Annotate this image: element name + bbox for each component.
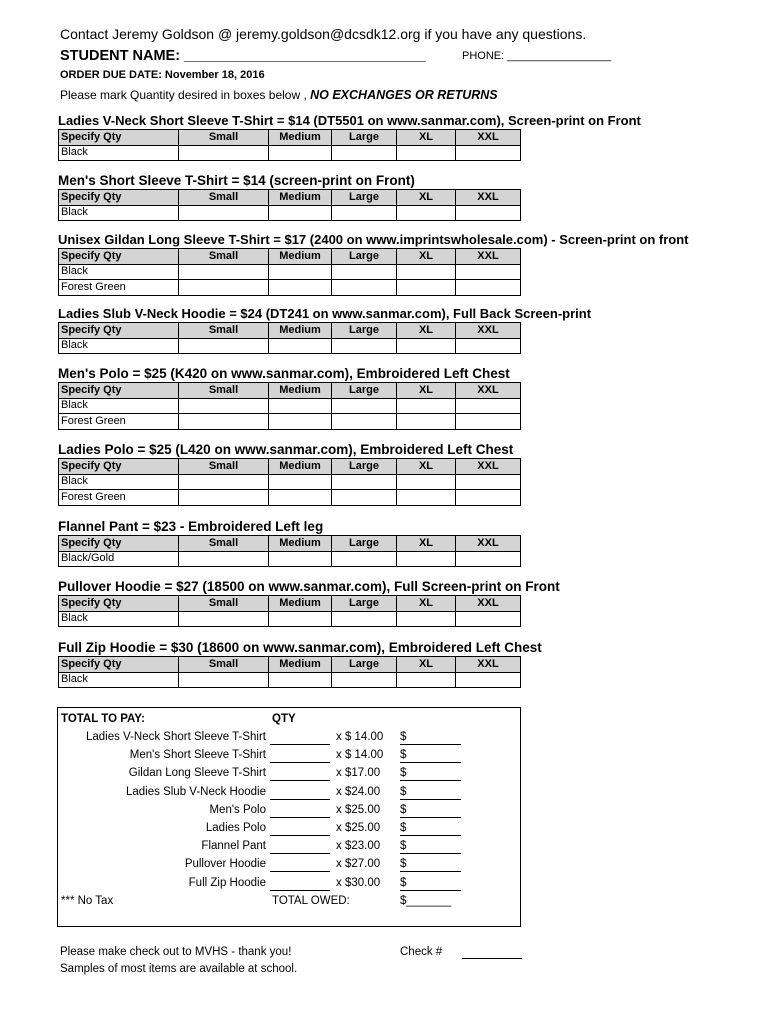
dollar-sign: $ — [400, 876, 407, 889]
total-line-item — [58, 877, 520, 893]
column-header: Medium — [269, 323, 332, 339]
quantity-cell[interactable] — [179, 338, 269, 354]
quantity-cell[interactable] — [332, 398, 397, 414]
color-label: Black — [59, 474, 179, 490]
column-header: Large — [332, 536, 397, 552]
column-header: Large — [332, 596, 397, 612]
quantity-cell[interactable] — [456, 280, 521, 296]
item-name: Men's Polo — [209, 803, 266, 816]
color-label: Black/Gold — [59, 551, 179, 567]
section-title: Pullover Hoodie = $27 (18500 on www.sanmar.com), Full Screen-print on Front — [58, 579, 560, 594]
quantity-cell[interactable] — [332, 205, 397, 221]
column-header: XL — [397, 657, 456, 673]
table-header-row — [59, 657, 521, 673]
color-label: Forest Green — [59, 280, 179, 296]
quantity-cell[interactable] — [456, 414, 521, 430]
color-label: Black — [59, 145, 179, 161]
column-header: Specify Qty — [59, 190, 179, 206]
total-line-item — [58, 804, 520, 820]
quantity-cell[interactable] — [332, 338, 397, 354]
section-title: Unisex Gildan Long Sleeve T-Shirt = $17 (2400 on www.imprintswholesale.com) - Screen-print on front — [58, 232, 689, 247]
dollar-sign: $ — [400, 749, 407, 762]
order-section — [58, 306, 591, 354]
column-header: XXL — [456, 130, 521, 146]
column-header: Large — [332, 130, 397, 146]
quantity-cell[interactable] — [397, 672, 456, 688]
dollar-sign: $ — [400, 822, 407, 834]
column-header: XL — [397, 383, 456, 399]
quantity-cell[interactable] — [397, 414, 456, 430]
table-row — [59, 205, 521, 221]
unit-price: x $27.00 — [336, 858, 381, 871]
column-header: XXL — [456, 657, 521, 673]
quantity-cell[interactable] — [397, 474, 456, 490]
dollar-sign: $ — [400, 731, 407, 743]
quantity-table — [58, 248, 521, 296]
total-line-item — [58, 858, 520, 874]
quantity-cell[interactable] — [332, 611, 397, 627]
total-line-item — [58, 786, 520, 802]
order-section — [58, 366, 521, 430]
item-name: Ladies Slub V-Neck Hoodie — [126, 785, 266, 798]
column-header: Specify Qty — [59, 657, 179, 673]
quantity-cell[interactable] — [269, 611, 332, 627]
total-line-item — [58, 840, 520, 856]
column-header: Small — [179, 190, 269, 206]
check-number-field[interactable] — [462, 958, 522, 959]
column-header: Specify Qty — [59, 323, 179, 339]
column-header: XXL — [456, 383, 521, 399]
quantity-cell[interactable] — [456, 398, 521, 414]
column-header: Small — [179, 383, 269, 399]
quantity-cell[interactable] — [397, 280, 456, 296]
qty-blank[interactable] — [270, 853, 330, 854]
quantity-table — [58, 189, 521, 221]
amount-blank[interactable] — [400, 817, 461, 818]
quantity-cell[interactable] — [332, 414, 397, 430]
order-section — [58, 442, 521, 506]
order-section — [58, 173, 521, 221]
column-header: Small — [179, 249, 269, 265]
color-label: Black — [59, 398, 179, 414]
table-row — [59, 280, 521, 296]
dollar-sign: $ — [400, 858, 407, 871]
table-header-row — [59, 459, 521, 475]
quantity-table — [58, 535, 521, 567]
total-line-item — [58, 749, 520, 765]
quantity-cell[interactable] — [332, 474, 397, 490]
dollar-sign: $ — [400, 840, 407, 853]
column-header: XXL — [456, 249, 521, 265]
quantity-table — [58, 458, 521, 506]
qty-blank[interactable] — [270, 799, 330, 800]
totals-box — [57, 707, 521, 927]
column-header: Medium — [269, 459, 332, 475]
column-header: Large — [332, 249, 397, 265]
table-row — [59, 474, 521, 490]
quantity-cell[interactable] — [179, 672, 269, 688]
quantity-cell[interactable] — [332, 551, 397, 567]
qty-blank[interactable] — [270, 817, 330, 818]
column-header: Medium — [269, 657, 332, 673]
check-number-label: Check # — [400, 946, 443, 958]
total-line-item — [58, 731, 520, 747]
color-label: Forest Green — [59, 490, 179, 506]
quantity-cell[interactable] — [269, 205, 332, 221]
column-header: Specify Qty — [59, 383, 179, 399]
quantity-cell[interactable] — [269, 280, 332, 296]
item-name: Pullover Hoodie — [184, 858, 266, 871]
quantity-cell[interactable] — [269, 490, 332, 506]
color-label: Black — [59, 611, 179, 627]
amount-blank[interactable] — [400, 890, 461, 891]
column-header: Small — [179, 459, 269, 475]
quantity-cell[interactable] — [179, 205, 269, 221]
qty-heading: QTY — [272, 713, 296, 725]
contact-line: Contact Jeremy Goldson @ jeremy.goldson@dcsdk12.org if you have any questions. — [60, 26, 587, 42]
section-title: Full Zip Hoodie = $30 (18600 on www.sanmar.com), Embroidered Left Chest — [58, 640, 542, 655]
quantity-cell[interactable] — [397, 490, 456, 506]
quantity-table — [58, 595, 521, 627]
column-header: Large — [332, 190, 397, 206]
instructions — [60, 88, 498, 102]
order-due-date: ORDER DUE DATE: November 18, 2016 — [60, 69, 265, 81]
total-owed-label: TOTAL OWED: — [272, 895, 350, 907]
item-name: Ladies V-Neck Short Sleeve T-Shirt — [85, 731, 266, 743]
quantity-cell[interactable] — [179, 264, 269, 280]
item-name: Full Zip Hoodie — [188, 876, 266, 889]
total-to-pay-heading: TOTAL TO PAY: — [61, 713, 145, 725]
check-payable-note: Please make check out to MVHS - thank you! — [60, 946, 292, 958]
column-header: Large — [332, 459, 397, 475]
table-row — [59, 338, 521, 354]
qty-blank[interactable] — [270, 780, 330, 781]
quantity-cell[interactable] — [456, 490, 521, 506]
dollar-sign: $ — [400, 785, 407, 798]
quantity-table — [58, 656, 521, 688]
quantity-cell[interactable] — [269, 474, 332, 490]
column-header: XL — [397, 323, 456, 339]
quantity-cell[interactable] — [397, 145, 456, 161]
section-title: Ladies Polo = $25 (L420 on www.sanmar.com), Embroidered Left Chest — [58, 442, 514, 457]
quantity-cell[interactable] — [397, 205, 456, 221]
quantity-cell[interactable] — [179, 414, 269, 430]
amount-blank[interactable] — [400, 762, 461, 763]
column-header: Small — [179, 323, 269, 339]
table-row — [59, 611, 521, 627]
quantity-cell[interactable] — [456, 474, 521, 490]
quantity-cell[interactable] — [179, 551, 269, 567]
column-header: Large — [332, 323, 397, 339]
column-header: Small — [179, 130, 269, 146]
quantity-cell[interactable] — [179, 145, 269, 161]
amount-blank[interactable] — [400, 780, 461, 781]
table-header-row — [59, 536, 521, 552]
unit-price: x $25.00 — [336, 803, 381, 816]
quantity-cell[interactable] — [332, 280, 397, 296]
dollar-sign: $ — [400, 803, 407, 816]
column-header: XL — [397, 536, 456, 552]
column-header: Medium — [269, 536, 332, 552]
quantity-cell[interactable] — [397, 611, 456, 627]
column-header: XXL — [456, 596, 521, 612]
quantity-cell[interactable] — [179, 490, 269, 506]
unit-price: x $23.00 — [336, 840, 381, 853]
unit-price: x $25.00 — [336, 822, 381, 834]
column-header: XL — [397, 249, 456, 265]
order-section — [58, 519, 521, 567]
column-header: XXL — [456, 323, 521, 339]
quantity-table — [58, 382, 521, 430]
column-header: Specify Qty — [59, 459, 179, 475]
column-header: XXL — [456, 190, 521, 206]
qty-blank[interactable] — [270, 871, 330, 872]
item-name: Ladies Polo — [205, 822, 266, 834]
table-header-row — [59, 130, 521, 146]
column-header: Specify Qty — [59, 596, 179, 612]
total-line-item — [58, 822, 520, 838]
total-owed-amount[interactable]: $_______ — [400, 895, 452, 907]
table-header-row — [59, 190, 521, 206]
quantity-cell[interactable] — [456, 145, 521, 161]
table-row — [59, 398, 521, 414]
quantity-cell[interactable] — [179, 474, 269, 490]
dollar-sign: $ — [400, 767, 407, 780]
column-header: Large — [332, 383, 397, 399]
quantity-cell[interactable] — [397, 264, 456, 280]
color-label: Black — [59, 205, 179, 221]
item-name: Men's Short Sleeve T-Shirt — [129, 749, 266, 762]
column-header: Specify Qty — [59, 536, 179, 552]
quantity-cell[interactable] — [179, 280, 269, 296]
table-header-row — [59, 596, 521, 612]
qty-blank[interactable] — [270, 890, 330, 891]
quantity-cell[interactable] — [179, 398, 269, 414]
no-exchanges-notice: NO EXCHANGES OR RETURNS — [310, 88, 498, 102]
quantity-cell[interactable] — [269, 338, 332, 354]
column-header: Medium — [269, 249, 332, 265]
section-title: Flannel Pant = $23 - Embroidered Left leg — [58, 519, 324, 534]
item-name: Flannel Pant — [201, 840, 266, 853]
quantity-cell[interactable] — [456, 205, 521, 221]
color-label: Black — [59, 264, 179, 280]
total-line-item — [58, 767, 520, 783]
amount-blank[interactable] — [400, 835, 461, 836]
quantity-table — [58, 129, 521, 161]
student-name-field[interactable]: STUDENT NAME: ______________________________ — [60, 48, 426, 64]
quantity-cell[interactable] — [269, 414, 332, 430]
column-header: Medium — [269, 130, 332, 146]
quantity-table — [58, 322, 521, 354]
item-name: Gildan Long Sleeve T-Shirt — [128, 767, 266, 780]
color-label: Black — [59, 672, 179, 688]
quantity-cell[interactable] — [456, 264, 521, 280]
qty-blank[interactable] — [270, 762, 330, 763]
amount-blank[interactable] — [400, 853, 461, 854]
samples-note: Samples of most items are available at school. — [60, 963, 298, 975]
column-header: Large — [332, 657, 397, 673]
quantity-cell[interactable] — [332, 145, 397, 161]
unit-price: x $ 14.00 — [336, 749, 384, 762]
order-section — [58, 113, 641, 161]
quantity-cell[interactable] — [397, 551, 456, 567]
quantity-cell[interactable] — [456, 338, 521, 354]
section-title: Ladies Slub V-Neck Hoodie = $24 (DT241 on www.sanmar.com), Full Back Screen-print — [58, 306, 592, 321]
column-header: XL — [397, 596, 456, 612]
table-row — [59, 264, 521, 280]
unit-price: x $ 14.00 — [336, 731, 384, 743]
table-row — [59, 490, 521, 506]
phone-field[interactable]: PHONE: _________________ — [462, 50, 612, 62]
quantity-cell[interactable] — [269, 264, 332, 280]
section-title: Ladies V-Neck Short Sleeve T-Shirt = $14 (DT5501 on www.sanmar.com), Screen-print on Front — [58, 113, 641, 128]
color-label: Forest Green — [59, 414, 179, 430]
table-row — [59, 414, 521, 430]
column-header: XL — [397, 190, 456, 206]
order-section — [58, 640, 542, 688]
column-header: Medium — [269, 383, 332, 399]
column-header: XL — [397, 459, 456, 475]
table-row — [59, 551, 521, 567]
qty-blank[interactable] — [270, 744, 330, 745]
table-header-row — [59, 323, 521, 339]
table-row — [59, 672, 521, 688]
column-header: Medium — [269, 190, 332, 206]
unit-price: x $30.00 — [336, 876, 381, 889]
order-section — [58, 232, 689, 296]
quantity-cell[interactable] — [332, 264, 397, 280]
no-tax-note: *** No Tax — [61, 895, 114, 907]
quantity-cell[interactable] — [397, 398, 456, 414]
amount-blank[interactable] — [400, 799, 461, 800]
column-header: XXL — [456, 459, 521, 475]
column-header: Medium — [269, 596, 332, 612]
quantity-cell[interactable] — [269, 672, 332, 688]
quantity-cell[interactable] — [269, 145, 332, 161]
quantity-cell[interactable] — [332, 672, 397, 688]
section-title: Men's Short Sleeve T-Shirt = $14 (screen-print on Front) — [58, 173, 415, 188]
column-header: Small — [179, 657, 269, 673]
color-label: Black — [59, 338, 179, 354]
table-row — [59, 145, 521, 161]
column-header: Specify Qty — [59, 130, 179, 146]
amount-blank[interactable] — [400, 871, 461, 872]
column-header: Small — [179, 596, 269, 612]
quantity-cell[interactable] — [269, 398, 332, 414]
amount-blank[interactable] — [400, 744, 461, 745]
quantity-cell[interactable] — [269, 551, 332, 567]
column-header: XL — [397, 130, 456, 146]
column-header: Small — [179, 536, 269, 552]
section-title: Men's Polo = $25 (K420 on www.sanmar.com), Embroidered Left Chest — [58, 366, 510, 381]
column-header: XXL — [456, 536, 521, 552]
quantity-cell[interactable] — [397, 338, 456, 354]
quantity-cell[interactable] — [332, 490, 397, 506]
column-header: Specify Qty — [59, 249, 179, 265]
qty-blank[interactable] — [270, 835, 330, 836]
quantity-cell[interactable] — [456, 551, 521, 567]
unit-price: x $24.00 — [336, 785, 381, 798]
unit-price: x $17.00 — [336, 767, 381, 780]
instructions-text: Please mark Quantity desired in boxes below , — [60, 88, 311, 102]
quantity-cell[interactable] — [456, 611, 521, 627]
quantity-cell[interactable] — [456, 672, 521, 688]
table-header-row — [59, 383, 521, 399]
order-section — [58, 579, 560, 627]
table-header-row — [59, 249, 521, 265]
quantity-cell[interactable] — [179, 611, 269, 627]
